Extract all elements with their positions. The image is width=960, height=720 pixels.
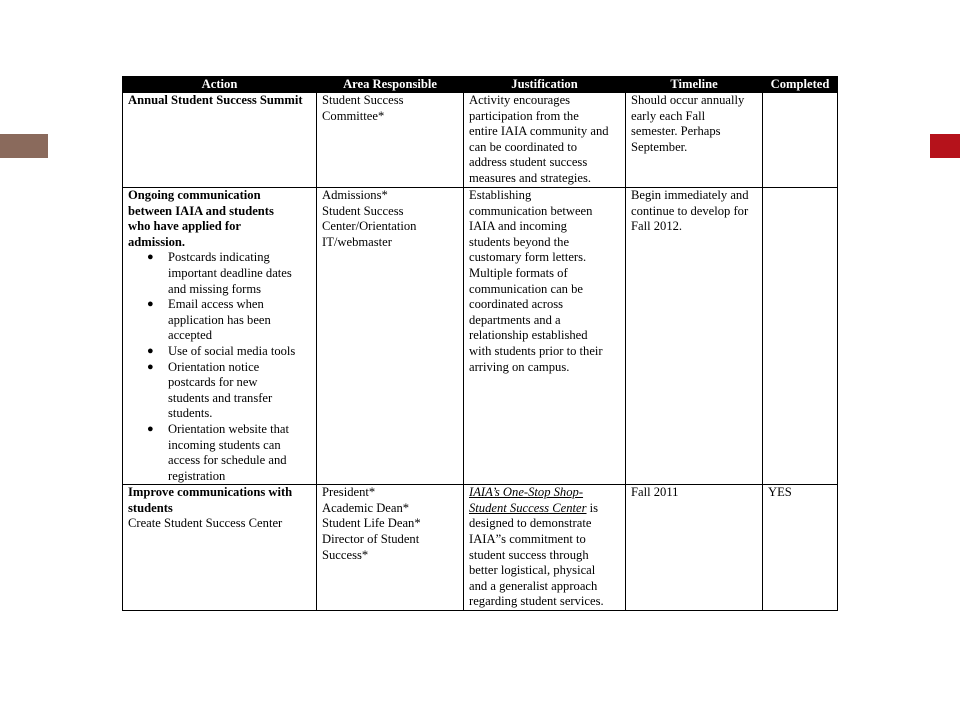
bullet-icon: ● — [147, 344, 154, 357]
bullet-line: Postcards indicating — [168, 250, 270, 265]
area-line: Committee* — [322, 108, 385, 123]
action-title-line: students — [128, 500, 173, 515]
timeline-line: continue to develop for — [631, 203, 749, 218]
timeline-cell — [626, 188, 763, 485]
list-item — [147, 359, 311, 422]
action-cell — [123, 485, 317, 611]
justification-line: Activity encourages — [469, 93, 571, 107]
justification-cell — [464, 93, 626, 188]
action-title — [128, 485, 311, 516]
bullet-line: and missing forms — [168, 281, 262, 296]
area-line: Admissions* — [322, 188, 388, 202]
timeline-line: Fall 2012. — [631, 219, 683, 234]
timeline-line: semester. Perhaps — [631, 124, 721, 139]
bullet-icon: ● — [147, 422, 154, 435]
justification-line: designed to demonstrate — [469, 516, 592, 531]
right-accent-bar — [930, 134, 960, 158]
area-line: Director of Student — [322, 532, 420, 547]
timeline-cell — [626, 93, 763, 188]
list-item — [147, 421, 311, 484]
area-line: Student Success — [322, 93, 404, 107]
bullet-icon: ● — [147, 298, 154, 311]
timeline-line: Begin immediately and — [631, 188, 749, 202]
action-title-line: Ongoing communication — [128, 188, 261, 202]
table-row — [123, 93, 838, 188]
justification-line: with students prior to their — [469, 343, 603, 358]
area-line: Student Success — [322, 203, 404, 218]
table-header-row — [123, 77, 838, 93]
bullet-line: Email access when — [168, 297, 264, 312]
action-title-line: Improve communications with — [128, 485, 293, 500]
table-row — [123, 485, 838, 611]
area-line: Success* — [322, 547, 369, 562]
justification-line: Multiple formats of — [469, 265, 568, 280]
bullet-icon: ● — [147, 251, 154, 264]
area-cell — [317, 93, 464, 188]
list-item — [147, 343, 311, 360]
justification-line: measures and strategies. — [469, 170, 592, 185]
area-line: Center/Orientation — [322, 219, 417, 234]
header-justification: Justification — [464, 77, 626, 93]
justification-line: departments and a — [469, 312, 561, 327]
justification-line: can be coordinated to — [469, 139, 578, 154]
action-title: Annual Student Success Summit — [128, 93, 303, 107]
justification-line: relationship established — [469, 328, 588, 343]
justification-line: communication can be — [469, 281, 584, 296]
student-success-center-link[interactable]: IAIA’s One-Stop Shop- — [469, 485, 584, 500]
bullet-line: Orientation notice — [168, 359, 260, 374]
justification-line: customary form letters. — [469, 250, 587, 265]
action-bullet-list — [128, 250, 311, 484]
bullet-line: accepted — [168, 328, 213, 343]
completed-cell — [763, 188, 838, 485]
area-line: Student Life Dean* — [322, 516, 421, 531]
justification-line: student success through — [469, 547, 589, 562]
justification-line: better logistical, physical — [469, 563, 596, 578]
header-action: Action — [123, 77, 317, 93]
justification-line: and a generalist approach — [469, 578, 598, 593]
action-subtitle: Create Student Success Center — [128, 516, 283, 531]
justification-line: entire IAIA community and — [469, 124, 609, 139]
area-cell — [317, 485, 464, 611]
bullet-line: Orientation website that — [168, 421, 290, 436]
justification-line: coordinated across — [469, 297, 564, 312]
header-timeline: Timeline — [626, 77, 763, 93]
bullet-line: important deadline dates — [168, 265, 292, 280]
area-line: Academic Dean* — [322, 500, 410, 515]
completed-cell — [763, 93, 838, 188]
action-cell — [123, 188, 317, 485]
bullet-line: incoming students can — [168, 437, 281, 452]
list-item — [147, 250, 311, 297]
justification-cell — [464, 188, 626, 485]
bullet-icon: ● — [147, 360, 154, 373]
justification-line: IAIA”s commitment to — [469, 532, 586, 547]
table-row — [123, 188, 838, 485]
justification-line: arriving on campus. — [469, 359, 570, 374]
header-completed: Completed — [763, 77, 838, 93]
justification-line: Establishing — [469, 188, 532, 202]
justification-text: is — [586, 500, 599, 515]
justification-line: regarding student services. — [469, 594, 604, 609]
action-title-line: between IAIA and students — [128, 203, 274, 218]
bullet-line: application has been — [168, 312, 271, 327]
action-title-line: admission. — [128, 234, 186, 249]
bullet-line: access for schedule and — [168, 453, 287, 468]
action-title — [128, 188, 311, 250]
bullet-line: postcards for new — [168, 375, 258, 390]
timeline-line: early each Fall — [631, 108, 706, 123]
justification-line: students beyond the — [469, 234, 570, 249]
justification-line: participation from the — [469, 108, 579, 123]
bullet-line: Use of social media tools — [168, 343, 296, 358]
area-cell — [317, 188, 464, 485]
list-item — [147, 297, 311, 344]
timeline-line: September. — [631, 139, 688, 154]
bullet-line: students and transfer — [168, 390, 273, 405]
timeline-line: Should occur annually — [631, 93, 745, 107]
action-cell — [123, 93, 317, 188]
timeline-cell: Fall 2011 — [626, 485, 763, 611]
justification-cell — [464, 485, 626, 611]
bullet-line: students. — [168, 406, 213, 421]
bullet-line: registration — [168, 468, 226, 483]
left-accent-bar — [0, 134, 48, 158]
area-line: IT/webmaster — [322, 234, 392, 249]
action-title-line: who have applied for — [128, 219, 242, 234]
area-line: President* — [322, 485, 376, 500]
justification-line: IAIA and incoming — [469, 219, 567, 234]
student-success-center-link[interactable]: Student Success Center — [469, 500, 587, 515]
header-area-responsible: Area Responsible — [317, 77, 464, 93]
completed-cell: YES — [763, 485, 838, 611]
action-plan-table — [122, 76, 838, 611]
justification-line: communication between — [469, 203, 593, 218]
justification-line: address student success — [469, 155, 588, 170]
